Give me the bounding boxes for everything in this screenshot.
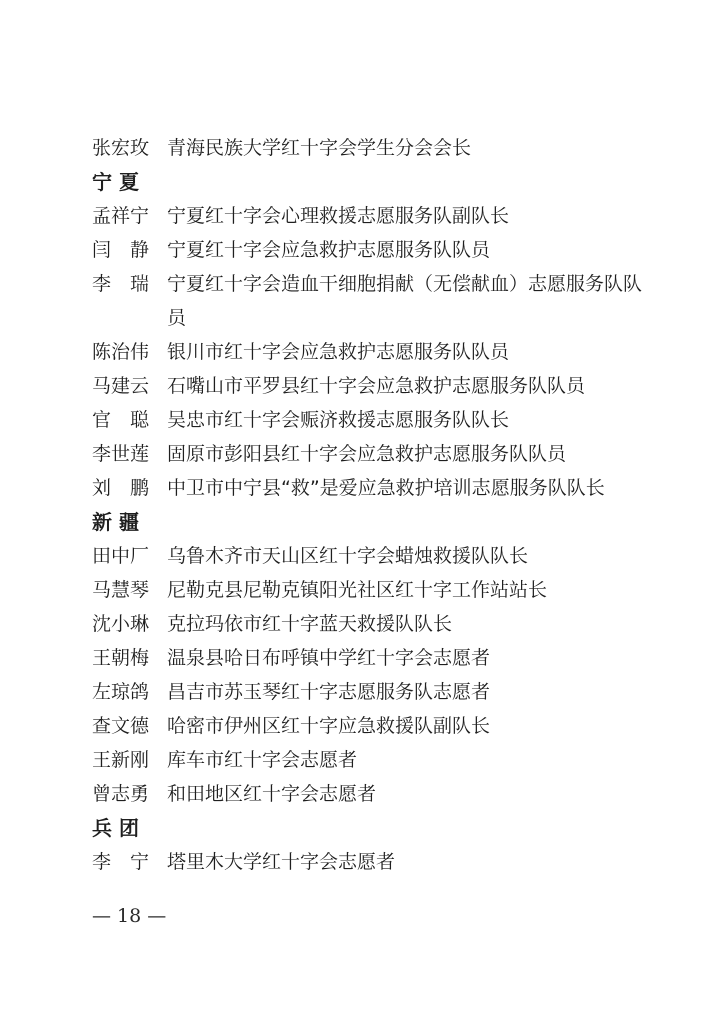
person-name: 闫 静 <box>92 239 150 261</box>
list-item <box>92 609 652 643</box>
person-name: 马慧琴 <box>92 579 150 601</box>
person-role: 温泉县哈日布呼镇中学红十字会志愿者 <box>167 647 491 669</box>
person-name: 王朝梅 <box>92 647 150 669</box>
list-item <box>92 643 652 677</box>
person-name: 马建云 <box>92 375 150 397</box>
person-name: 曾志勇 <box>92 783 150 805</box>
person-role: 库车市红十字会志愿者 <box>167 749 358 771</box>
person-role: 塔里木大学红十字会志愿者 <box>167 851 396 873</box>
person-name: 田中厂 <box>92 545 150 567</box>
person-role: 乌鲁木齐市天山区红十字会蜡烛救援队队长 <box>167 545 529 567</box>
person-role: 中卫市中宁县“救”是爱应急救护培训志愿服务队队长 <box>167 477 605 499</box>
list-item <box>92 711 652 745</box>
list-item <box>92 779 652 813</box>
list-item <box>92 575 652 609</box>
person-role: 宁夏红十字会应急救护志愿服务队队员 <box>167 239 491 261</box>
person-name: 李 宁 <box>92 851 150 873</box>
person-role: 宁夏红十字会造血干细胞捐献（无偿献血）志愿服务队队员 <box>167 273 643 329</box>
region-heading: 宁 夏 <box>92 170 139 194</box>
region-heading: 新 疆 <box>92 510 139 534</box>
person-name: 李世莲 <box>92 443 150 465</box>
person-name: 刘 鹏 <box>92 477 150 499</box>
person-role: 尼勒克县尼勒克镇阳光社区红十字工作站站长 <box>167 579 548 601</box>
person-role: 和田地区红十字会志愿者 <box>167 783 377 805</box>
person-role: 克拉玛依市红十字蓝天救援队队长 <box>167 613 453 635</box>
list-item <box>92 269 652 337</box>
person-name: 查文德 <box>92 715 150 737</box>
person-role: 昌吉市苏玉琴红十字志愿服务队志愿者 <box>167 681 491 703</box>
list-item <box>92 133 652 167</box>
list-item <box>92 745 652 779</box>
person-role: 哈密市伊州区红十字应急救援队副队长 <box>167 715 491 737</box>
person-role: 银川市红十字会应急救护志愿服务队队员 <box>167 341 510 363</box>
person-name: 李 瑞 <box>92 273 150 295</box>
person-name: 陈治伟 <box>92 341 150 363</box>
person-name: 张宏玫 <box>92 137 150 159</box>
person-role: 青海民族大学红十字会学生分会会长 <box>167 137 472 159</box>
person-name: 官 聪 <box>92 409 150 431</box>
list-item <box>92 541 652 575</box>
list-item <box>92 337 652 371</box>
list-item <box>92 235 652 269</box>
volunteer-list <box>92 133 652 881</box>
list-item <box>92 405 652 439</box>
list-item <box>92 201 652 235</box>
list-item <box>92 371 652 405</box>
person-name: 孟祥宁 <box>92 205 150 227</box>
person-role: 石嘴山市平罗县红十字会应急救护志愿服务队队员 <box>167 375 586 397</box>
person-role: 宁夏红十字会心理救援志愿服务队副队长 <box>167 205 510 227</box>
person-role: 固原市彭阳县红十字会应急救护志愿服务队队员 <box>167 443 567 465</box>
list-item <box>92 473 652 507</box>
list-item <box>92 677 652 711</box>
person-name: 王新刚 <box>92 749 150 771</box>
list-item <box>92 847 652 881</box>
person-role: 吴忠市红十字会赈济救援志愿服务队队长 <box>167 409 510 431</box>
region-heading: 兵 团 <box>92 816 139 840</box>
person-name: 沈小琳 <box>92 613 150 635</box>
list-item <box>92 439 652 473</box>
person-name: 左琼鸽 <box>92 681 150 703</box>
page-number: — 18 — <box>92 905 167 927</box>
